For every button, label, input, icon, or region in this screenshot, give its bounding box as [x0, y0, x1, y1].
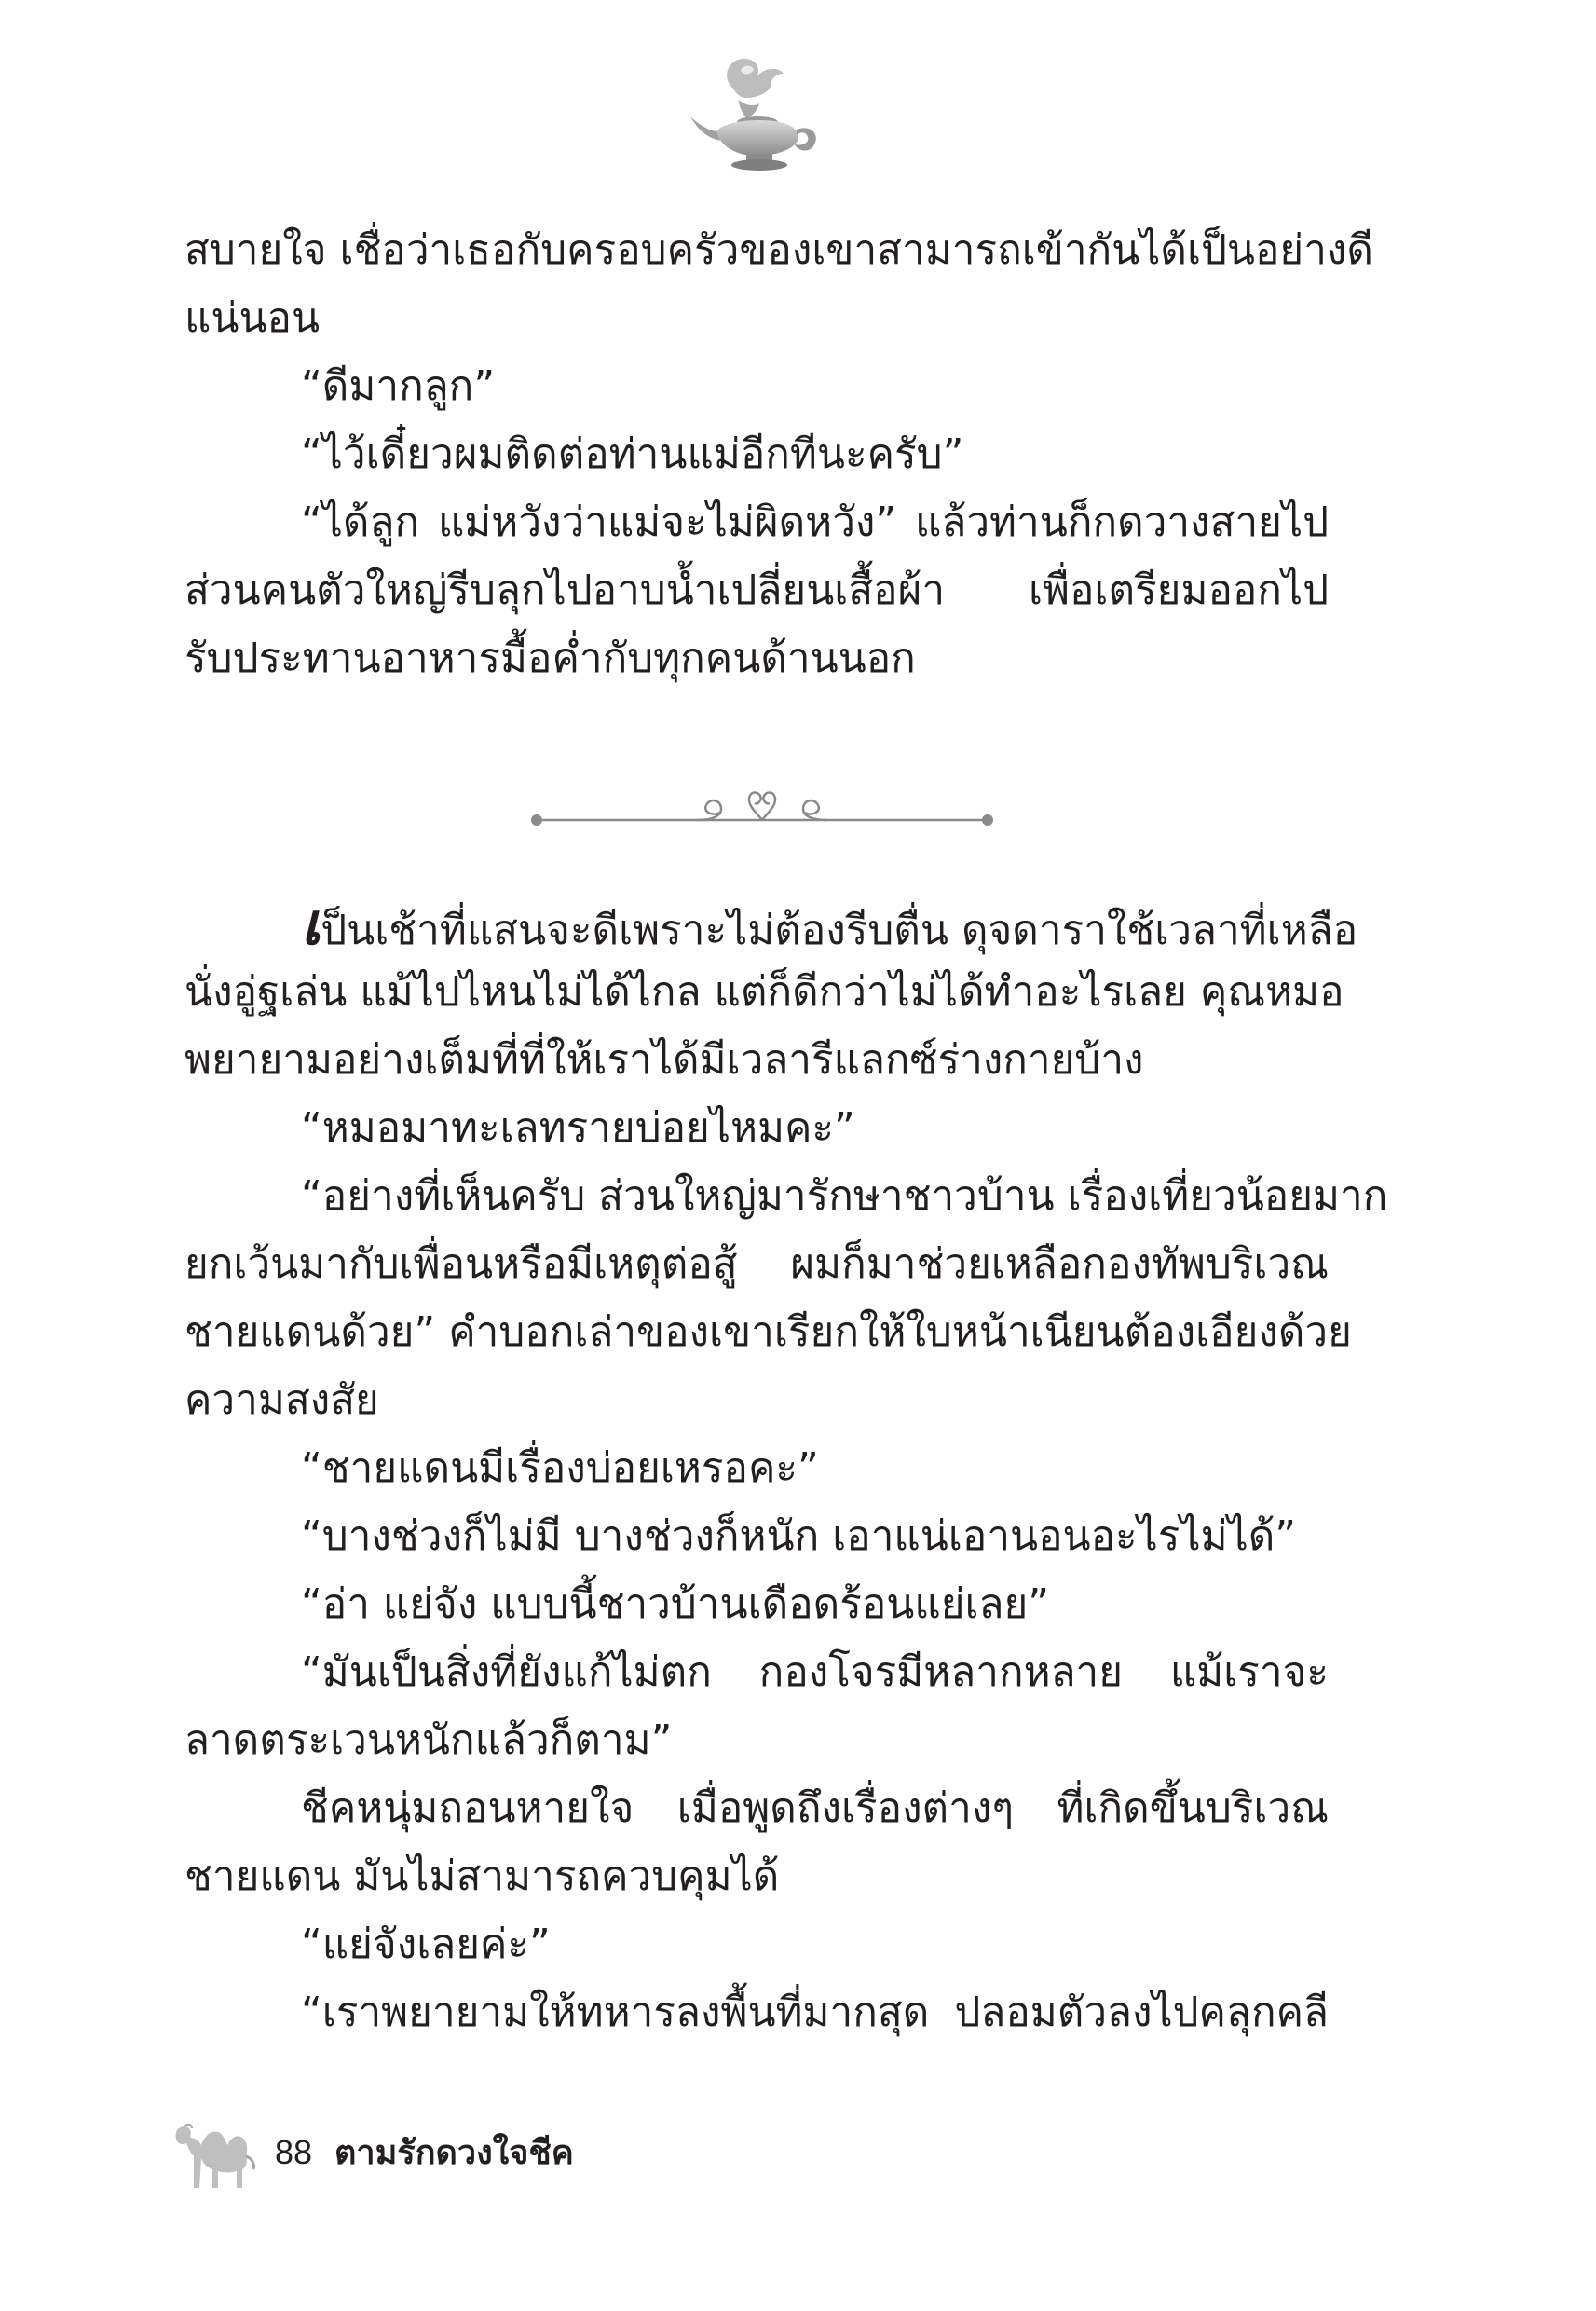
section-2-text [184, 890, 1388, 2046]
dialogue-line: “เราพยายามให้ทหารลงพื้นที่มากสุด ปลอมตัวลงไปคลุกคลี [301, 1989, 1329, 2036]
drop-cap: เ [301, 890, 321, 958]
paragraph-first-line [184, 890, 1358, 958]
dialogue-line: “ได้ลูก แม่หวังว่าแม่จะไม่ผิดหวัง” แล้วท่านก็กดวางสายไป [301, 499, 1329, 546]
camel-icon [164, 2113, 266, 2193]
dialogue-line: “ดีมากลูก” [301, 362, 496, 410]
book-title: ตามรักดวงใจชีค [334, 2134, 574, 2172]
dialogue-line: “หมอมาทะเลทรายบ่อยไหมคะ” [301, 1104, 855, 1152]
dialogue-line: “อ่า แย่จัง แบบนี้ชาวบ้านเดือดร้อนแย่เลย” [301, 1580, 1050, 1628]
first-line-text: ป็นเช้าที่แสนจะดีเพราะไม่ต้องรีบตื่น ดุจดาราใช้เวลาที่เหลือ [321, 907, 1358, 954]
paragraph-line: นั่งอู่ฐเล่น แม้ไปไหนไม่ได้ไกล แต่ก็ดีกว่าไม่ได้ทำอะไรเลย คุณหมอ [184, 968, 1344, 1016]
dialogue-line: “อย่างที่เห็นครับ ส่วนใหญ่มารักษาชาวบ้าน เรื่องเที่ยวน้อยมาก [301, 1172, 1388, 1220]
paragraph-line: ชีคหนุ่มถอนหายใจ เมื่อพูดถึงเรื่องต่างๆ ที่เกิดขึ้นบริเวณ [301, 1785, 1329, 1832]
paragraph-line: ชายแดน มันไม่สามารถควบคุมได้ [184, 1853, 780, 1900]
paragraph-line: รับประทานอาหารมื้อค่ำกับทุกคนด้านนอก [184, 635, 916, 682]
magic-lamp-genie-icon [685, 51, 825, 177]
scroll-divider-ornament [529, 783, 995, 848]
dialogue-line: “มันเป็นสิ่งที่ยังแก้ไม่ตก กองโจรมีหลากหลาย แม้เราจะ [301, 1648, 1329, 1696]
page-number: 88 [275, 2133, 313, 2171]
paragraph-line: ชายแดนด้วย” คำบอกเล่าของเขาเรียกให้ใบหน้าเนียนต้องเอียงด้วย [184, 1308, 1352, 1356]
paragraph-line: แน่นอน [184, 294, 321, 342]
section-1-text [184, 216, 1373, 692]
dialogue-line: “ชายแดนมีเรื่องบ่อยเหรอคะ” [301, 1444, 819, 1492]
dialogue-line: “แย่จังเลยค่ะ” [301, 1921, 551, 1968]
paragraph-line: ลาดตระเวนหนักแล้วก็ตาม” [184, 1716, 673, 1764]
dialogue-line: “บางช่วงก็ไม่มี บางช่วงก็หนัก เอาแน่เอานอนอะไรไม่ได้” [301, 1512, 1297, 1560]
paragraph-line: ความสงสัย [184, 1376, 379, 1424]
page-footer [275, 2129, 574, 2177]
paragraph-line: สบายใจ เชื่อว่าเธอกับครอบครัวของเขาสามารถเข้ากันได้เป็นอย่างดี [184, 226, 1373, 274]
paragraph-line: พยายามอย่างเต็มที่ที่ให้เราได้มีเวลารีแลกซ์ร่างกายบ้าง [184, 1036, 1144, 1084]
paragraph-line: ยกเว้นมากับเพื่อนหรือมีเหตุต่อสู้ ผมก็มาช่วยเหลือกองทัพบริเวณ [184, 1240, 1329, 1288]
dialogue-line: “ไว้เดี๋ยวผมติดต่อท่านแม่อีกทีนะครับ” [301, 431, 964, 478]
paragraph-line: ส่วนคนตัวใหญ่รีบลุกไปอาบน้ำเปลี่ยนเสื้อผ้า เพื่อเตรียมออกไป [184, 567, 1329, 614]
